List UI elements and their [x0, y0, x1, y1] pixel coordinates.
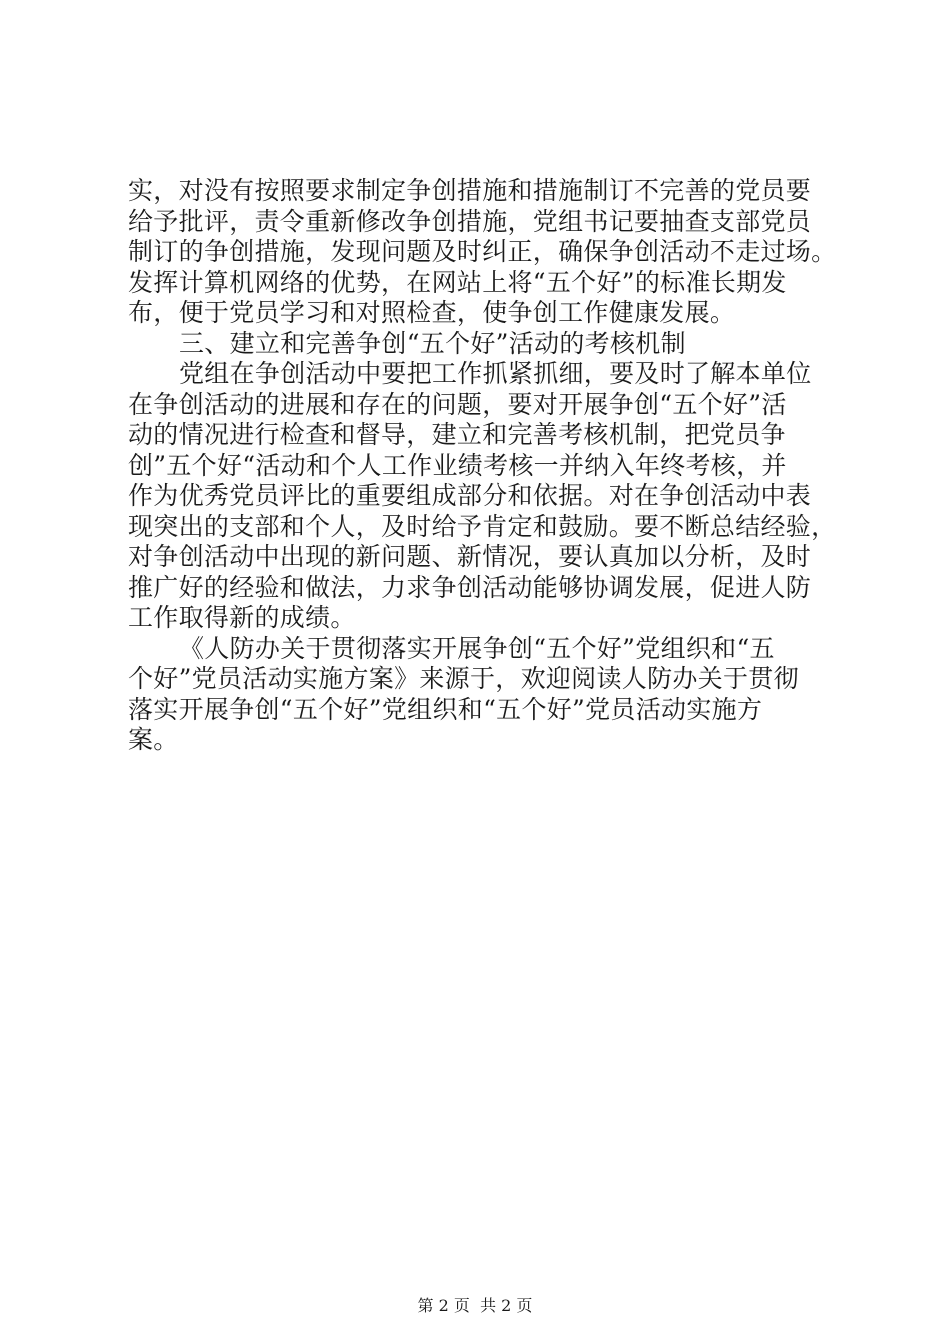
text-line: 布，便于党员学习和对照检查，使争创工作健康发展。 — [128, 298, 736, 327]
text-line: 实，对没有按照要求制定争创措施和措施制订不完善的党员要 — [128, 176, 812, 205]
text-line: 对争创活动中出现的新问题、新情况，要认真加以分析，及时 — [128, 542, 812, 571]
text-line: 现突出的支部和个人，及时给予肯定和鼓励。要不断总结经验， — [128, 511, 837, 541]
text-line: 党组在争创活动中要把工作抓紧抓细，要及时了解本单位 — [179, 359, 812, 388]
text-line: 发挥计算机网络的优势，在网站上将“五个好”的标准长期发 — [128, 267, 787, 297]
text-line: 制订的争创措施，发现问题及时纠正，确保争创活动不走过场。 — [128, 237, 837, 266]
text-line: 落实开展争创“五个好”党组织和“五个好”党员活动实施方 — [128, 694, 763, 724]
text-line: 作为优秀党员评比的重要组成部分和依据。对在争创活动中表 — [128, 481, 812, 510]
page-footer — [0, 1296, 950, 1316]
text-line: 工作取得新的成绩。 — [128, 603, 356, 632]
page-number-label: 第 2 页 共 2 页 — [417, 1296, 533, 1315]
text-line: 给予批评，责令重新修改争创措施，党组书记要抽查支部党员 — [128, 206, 812, 236]
text-line: 动的情况进行检查和督导，建立和完善考核机制，把党员争 — [128, 420, 786, 449]
section-heading: 三、建立和完善争创“五个好”活动的考核机制 — [179, 328, 686, 358]
document-body — [128, 176, 837, 756]
text-line: 《人防办关于贯彻落实开展争创“五个好”党组织和“五 — [179, 633, 775, 663]
text-line: 个好”党员活动实施方案》来源于，欢迎阅读人防办关于贯彻 — [128, 664, 799, 693]
text-line: 在争创活动的进展和存在的问题，要对开展争创“五个好”活 — [128, 389, 787, 419]
text-line: 创”五个好“活动和个人工作业绩考核一并纳入年终考核，并 — [128, 450, 787, 480]
text-line: 案。 — [128, 725, 179, 754]
text-line: 推广好的经验和做法，力求争创活动能够协调发展，促进人防 — [128, 572, 812, 602]
